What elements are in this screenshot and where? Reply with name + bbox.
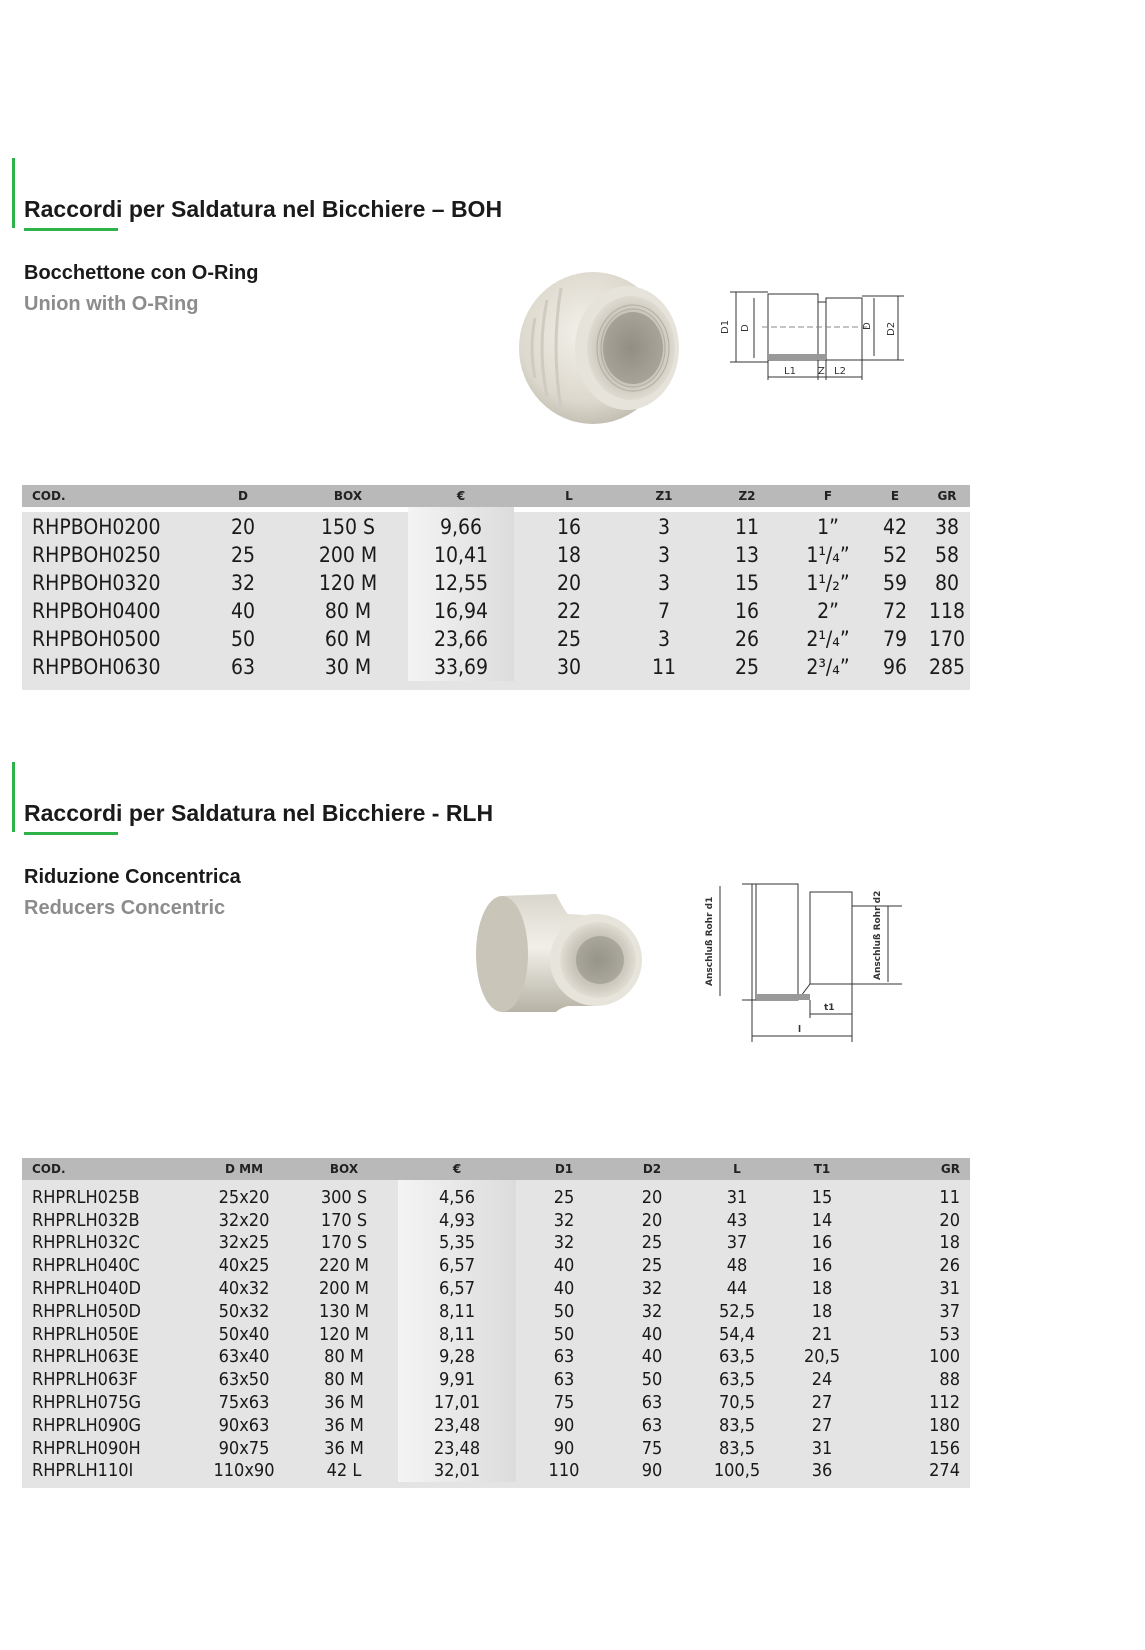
- table-cell: 25: [553, 1186, 575, 1208]
- table-cell: 40: [230, 599, 256, 623]
- table-header-row: [22, 1158, 970, 1180]
- table-cell: 11: [651, 655, 677, 679]
- green-underline: [24, 228, 118, 231]
- table-row: [22, 1414, 970, 1437]
- col-header-price: €: [398, 1158, 516, 1180]
- table-cell: 23,48: [398, 1414, 516, 1437]
- table-cell: 80 M: [324, 599, 372, 623]
- table-cell: 48: [726, 1255, 748, 1277]
- table-cell: 40: [641, 1346, 663, 1368]
- table-cell: 130 M: [318, 1300, 370, 1322]
- table-cell: 80 M: [324, 1346, 364, 1368]
- col-header-cod: COD.: [22, 1158, 198, 1180]
- table-cell: RHPRLH090H: [32, 1437, 141, 1459]
- union-product-image: [515, 268, 685, 428]
- table-cell: 18: [939, 1232, 960, 1254]
- reducer-technical-diagram: [692, 876, 904, 1048]
- table-cell: 118: [928, 599, 966, 623]
- table-cell: 2¹/₄”: [806, 627, 850, 651]
- table-cell: 32x25: [218, 1232, 270, 1254]
- table-cell: 90x63: [218, 1414, 270, 1436]
- table-cell: 3: [657, 627, 671, 651]
- table-header-row: [22, 485, 970, 507]
- table-cell: 80: [934, 571, 960, 595]
- section1-title: Raccordi per Saldatura nel Bicchiere – BOH: [12, 196, 502, 223]
- col-header-d2: D2: [612, 1158, 692, 1180]
- table-cell: 40x32: [218, 1278, 270, 1300]
- table-cell: 14: [811, 1209, 833, 1231]
- table-cell: 50: [641, 1369, 663, 1391]
- section1-product-name: [24, 258, 258, 320]
- table-cell: 42 L: [326, 1460, 362, 1482]
- table-cell: 3: [657, 515, 671, 539]
- table-cell: 11: [939, 1186, 960, 1208]
- table-row: [22, 1368, 970, 1391]
- table-cell: 20: [641, 1186, 663, 1208]
- table-cell: 37: [726, 1232, 748, 1254]
- table-cell: 40: [641, 1323, 663, 1345]
- table-row: [22, 1391, 970, 1414]
- table-cell: 32,01: [398, 1460, 516, 1483]
- table-cell: 63,5: [718, 1369, 756, 1391]
- table-cell: RHPRLH040C: [32, 1255, 140, 1277]
- table-cell: 75: [553, 1392, 575, 1414]
- table-row: [22, 569, 970, 597]
- table-cell: 9,28: [398, 1346, 516, 1369]
- table-cell: 31: [939, 1278, 960, 1300]
- table-cell: RHPRLH090G: [32, 1414, 142, 1436]
- table-cell: RHPRLH050E: [32, 1323, 139, 1345]
- table-row: [22, 1180, 970, 1209]
- table-cell: 72: [882, 599, 908, 623]
- diagram-label-l2: L2: [834, 366, 846, 377]
- table-cell: RHPBOH0200: [32, 515, 161, 539]
- diagram-label-d1: D1: [720, 319, 731, 334]
- table-cell: 120 M: [318, 1323, 370, 1345]
- table-cell: 20: [556, 571, 582, 595]
- table-cell: 32: [553, 1232, 575, 1254]
- green-accent-bar: [12, 158, 15, 228]
- table-cell: 180: [929, 1414, 960, 1436]
- col-header-gr: GR: [862, 1158, 970, 1180]
- table-cell: 63: [230, 655, 256, 679]
- table-cell: 90: [641, 1460, 663, 1482]
- table-cell: 30: [556, 655, 582, 679]
- table-cell: 1¹/₂”: [806, 571, 850, 595]
- table-cell: 63: [553, 1369, 575, 1391]
- table-row: [22, 597, 970, 625]
- table-cell: 4,56: [398, 1180, 516, 1209]
- diagram-label-l1: L1: [784, 366, 796, 377]
- table-cell: 32: [553, 1209, 575, 1231]
- table-row: [22, 1232, 970, 1255]
- table-cell: 17,01: [398, 1391, 516, 1414]
- table-cell: RHPRLH032C: [32, 1232, 140, 1254]
- diagram-label-d1: Anschluß Rohr d1: [705, 896, 715, 986]
- table-cell: RHPBOH0630: [32, 655, 161, 679]
- table-cell: 40: [553, 1278, 575, 1300]
- table-cell: 23,66: [408, 625, 514, 653]
- diagram-label-l: l: [798, 1025, 802, 1035]
- table-cell: 100: [929, 1346, 960, 1368]
- section2-product-name: [24, 862, 241, 924]
- table-cell: 83,5: [718, 1437, 756, 1459]
- table-cell: 16: [734, 599, 760, 623]
- green-accent-bar: [12, 762, 15, 832]
- table-cell: 6,57: [398, 1254, 516, 1277]
- table-cell: RHPRLH063F: [32, 1369, 138, 1391]
- table-row: [22, 1209, 970, 1232]
- green-underline: [24, 832, 118, 835]
- table-row: [22, 1437, 970, 1460]
- table-cell: 112: [929, 1392, 960, 1414]
- table-cell: 25x20: [218, 1186, 270, 1208]
- col-header-z1: Z1: [624, 485, 704, 507]
- table-cell: 40x25: [218, 1255, 270, 1277]
- table-cell: 20: [939, 1209, 960, 1231]
- table-cell: 32: [641, 1278, 663, 1300]
- table-cell: 200 M: [318, 1278, 370, 1300]
- table-cell: 60 M: [324, 627, 372, 651]
- table-cell: 200 M: [318, 543, 378, 567]
- table-cell: 36 M: [324, 1437, 364, 1459]
- table-cell: 63x50: [218, 1369, 270, 1391]
- table-cell: 20: [641, 1209, 663, 1231]
- diagram-label-d-right: D: [862, 322, 873, 330]
- col-header-e: E: [866, 485, 924, 507]
- table-cell: 90: [553, 1437, 575, 1459]
- boh-price-table: [22, 485, 970, 681]
- table-cell: 110x90: [213, 1460, 275, 1482]
- table-cell: 63,5: [718, 1346, 756, 1368]
- table-row: [22, 625, 970, 653]
- table-cell: 170: [928, 627, 966, 651]
- table-cell: RHPBOH0250: [32, 543, 161, 567]
- table-row: [22, 1277, 970, 1300]
- table-cell: 8,11: [398, 1323, 516, 1346]
- table-cell: 170 S: [320, 1209, 368, 1231]
- table-row: [22, 1323, 970, 1346]
- table-cell: RHPBOH0400: [32, 599, 161, 623]
- col-header-gr: GR: [924, 485, 970, 507]
- table-cell: 25: [641, 1255, 663, 1277]
- table-cell: 16,94: [408, 597, 514, 625]
- col-header-box: BOX: [288, 485, 408, 507]
- table-cell: 25: [734, 655, 760, 679]
- table-row: [22, 653, 970, 681]
- table-cell: 75: [641, 1437, 663, 1459]
- table-cell: 10,41: [408, 541, 514, 569]
- table-cell: 11: [734, 515, 760, 539]
- table-cell: 27: [811, 1392, 833, 1414]
- table-cell: 33,69: [408, 653, 514, 681]
- table-cell: 37: [939, 1300, 960, 1322]
- table-cell: 50: [553, 1300, 575, 1322]
- table-cell: 40: [553, 1255, 575, 1277]
- product-name-english: Reducers Concentric: [24, 897, 226, 919]
- col-header-d1: D1: [516, 1158, 612, 1180]
- table-cell: RHPRLH063E: [32, 1346, 139, 1368]
- table-cell: 120 M: [318, 571, 378, 595]
- table-cell: 50x40: [218, 1323, 270, 1345]
- table-cell: 12,55: [408, 569, 514, 597]
- diagram-label-d2: Anschluß Rohr d2: [873, 890, 883, 980]
- table-cell: 32: [230, 571, 256, 595]
- table-cell: 36: [811, 1460, 833, 1482]
- table-cell: 285: [928, 655, 966, 679]
- table-cell: 274: [929, 1460, 960, 1482]
- col-header-f: F: [790, 485, 866, 507]
- table-cell: 13: [734, 543, 760, 567]
- table-cell: 100,5: [713, 1460, 761, 1482]
- table-cell: 20,5: [803, 1346, 841, 1368]
- table-cell: 42: [882, 515, 908, 539]
- table-cell: 79: [882, 627, 908, 651]
- table-cell: 22: [556, 599, 582, 623]
- table-cell: 6,57: [398, 1277, 516, 1300]
- table-cell: 1”: [817, 515, 839, 539]
- table-cell: 24: [811, 1369, 833, 1391]
- table-cell: 5,35: [398, 1232, 516, 1255]
- table-cell: 54,4: [718, 1323, 756, 1345]
- table-cell: 52,5: [718, 1300, 756, 1322]
- col-header-box: BOX: [290, 1158, 398, 1180]
- table-cell: 220 M: [318, 1255, 370, 1277]
- table-cell: 170 S: [320, 1232, 368, 1254]
- table-cell: 2”: [817, 599, 839, 623]
- table-cell: 1¹/₄”: [806, 543, 850, 567]
- table-cell: 75x63: [218, 1392, 270, 1414]
- table-cell: 25: [556, 627, 582, 651]
- col-header-d: D: [198, 485, 288, 507]
- table-cell: 16: [811, 1232, 833, 1254]
- table-cell: 7: [657, 599, 671, 623]
- table-cell: 43: [726, 1209, 748, 1231]
- table-cell: 80 M: [324, 1369, 364, 1391]
- col-header-z2: Z2: [704, 485, 790, 507]
- table-cell: 20: [230, 515, 256, 539]
- table-cell: 150 S: [320, 515, 376, 539]
- table-cell: 15: [734, 571, 760, 595]
- table-cell: 27: [811, 1414, 833, 1436]
- table-cell: 63x40: [218, 1346, 270, 1368]
- reducer-product-image: [472, 888, 648, 1016]
- table-cell: 70,5: [718, 1392, 756, 1414]
- table-cell: 25: [230, 543, 256, 567]
- col-header-t1: T1: [782, 1158, 862, 1180]
- table-cell: 31: [726, 1186, 748, 1208]
- table-cell: 2³/₄”: [806, 655, 850, 679]
- rlh-price-table: [22, 1158, 970, 1482]
- table-cell: 44: [726, 1278, 748, 1300]
- product-name-italian: Bocchettone con O-Ring: [24, 262, 259, 284]
- table-cell: 16: [556, 515, 582, 539]
- table-row: [22, 1300, 970, 1323]
- table-cell: 26: [939, 1255, 960, 1277]
- table-cell: 36 M: [324, 1392, 364, 1414]
- product-name-italian: Riduzione Concentrica: [24, 866, 241, 888]
- table-row: [22, 1460, 970, 1483]
- table-cell: RHPRLH032B: [32, 1209, 140, 1231]
- table-cell: 90x75: [218, 1437, 270, 1459]
- table-row: [22, 1346, 970, 1369]
- table-cell: 300 S: [320, 1186, 368, 1208]
- table-cell: 59: [882, 571, 908, 595]
- table-cell: 83,5: [718, 1414, 756, 1436]
- table-cell: 90: [553, 1414, 575, 1436]
- table-cell: 63: [641, 1414, 663, 1436]
- table-cell: RHPRLH050D: [32, 1300, 142, 1322]
- diagram-label-t1: t1: [824, 1003, 835, 1013]
- diagram-label-d2: D2: [886, 321, 897, 336]
- table-cell: 30 M: [324, 655, 372, 679]
- col-header-l: L: [514, 485, 624, 507]
- table-cell: 18: [811, 1278, 833, 1300]
- table-cell: RHPRLH075G: [32, 1392, 142, 1414]
- table-cell: 23,48: [398, 1437, 516, 1460]
- table-cell: 21: [811, 1323, 833, 1345]
- table-cell: 50x32: [218, 1300, 270, 1322]
- table-cell: RHPRLH025B: [32, 1186, 140, 1208]
- table-cell: RHPBOH0500: [32, 627, 161, 651]
- table-cell: 3: [657, 571, 671, 595]
- table-row: [22, 507, 970, 541]
- col-header-d-mm: D MM: [198, 1158, 290, 1180]
- table-cell: 3: [657, 543, 671, 567]
- product-name-english: Union with O-Ring: [24, 293, 199, 315]
- table-cell: 50: [230, 627, 256, 651]
- table-cell: 9,91: [398, 1368, 516, 1391]
- table-cell: 36 M: [324, 1414, 364, 1436]
- table-cell: 52: [882, 543, 908, 567]
- col-header-l: L: [692, 1158, 782, 1180]
- table-cell: RHPBOH0320: [32, 571, 161, 595]
- col-header-price: €: [408, 485, 514, 507]
- union-technical-diagram: [718, 284, 908, 386]
- table-cell: 53: [939, 1323, 960, 1345]
- table-cell: 63: [641, 1392, 663, 1414]
- table-cell: 26: [734, 627, 760, 651]
- table-cell: 32: [641, 1300, 663, 1322]
- table-cell: 50: [553, 1323, 575, 1345]
- col-header-cod: COD.: [22, 485, 198, 507]
- table-cell: 31: [811, 1437, 833, 1459]
- diagram-label-d: D: [740, 324, 751, 332]
- table-cell: 110: [548, 1460, 580, 1482]
- table-cell: 63: [553, 1346, 575, 1368]
- table-cell: RHPRLH040D: [32, 1278, 142, 1300]
- table-cell: 156: [929, 1437, 960, 1459]
- table-cell: 88: [939, 1369, 960, 1391]
- diagram-label-z: Z: [818, 366, 825, 377]
- table-cell: 96: [882, 655, 908, 679]
- table-cell: 15: [811, 1186, 833, 1208]
- table-row: [22, 1254, 970, 1277]
- table-cell: 18: [556, 543, 582, 567]
- table-cell: RHPRLH110I: [32, 1460, 134, 1482]
- table-cell: 25: [641, 1232, 663, 1254]
- table-cell: 8,11: [398, 1300, 516, 1323]
- table-cell: 16: [811, 1255, 833, 1277]
- table-cell: 4,93: [398, 1209, 516, 1232]
- table-cell: 58: [934, 543, 960, 567]
- table-cell: 38: [934, 515, 960, 539]
- table-cell: 32x20: [218, 1209, 270, 1231]
- table-cell: 9,66: [408, 507, 514, 541]
- table-row: [22, 541, 970, 569]
- section2-title: Raccordi per Saldatura nel Bicchiere - RLH: [12, 800, 493, 827]
- table-cell: 18: [811, 1300, 833, 1322]
